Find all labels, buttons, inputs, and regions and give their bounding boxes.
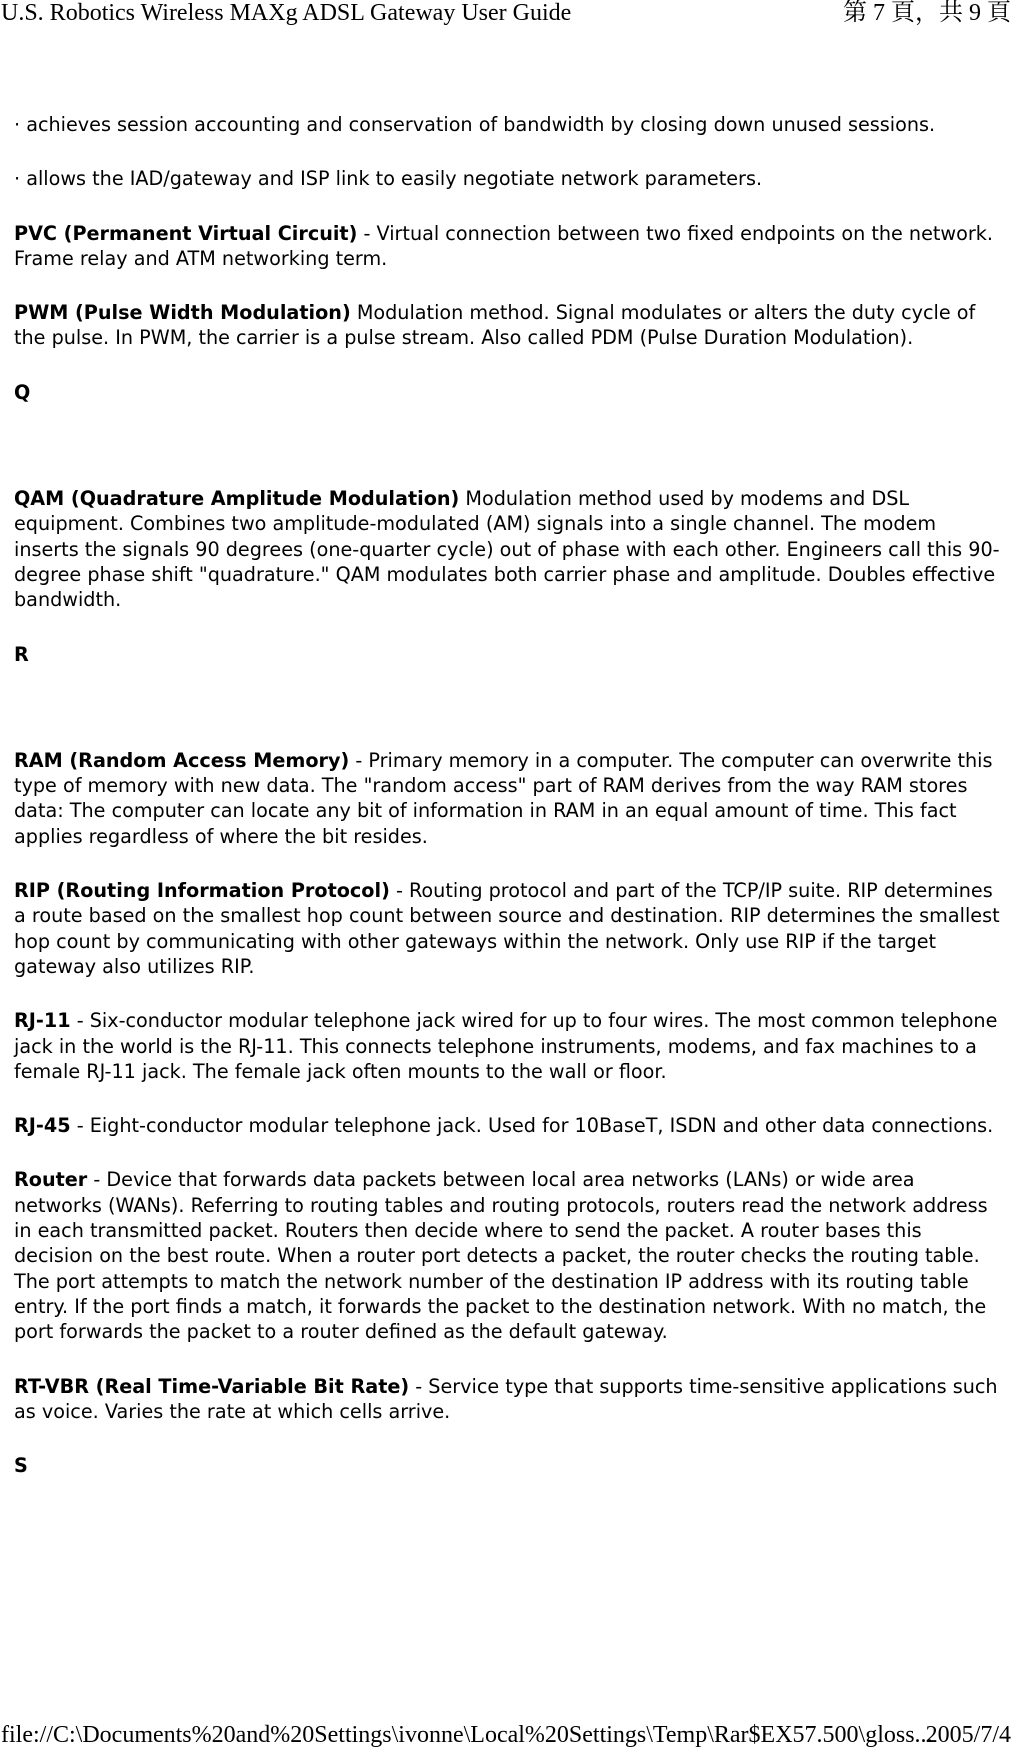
glossary-entry-rj11 bbox=[14, 1008, 1004, 1084]
glossary-entry-qam bbox=[14, 486, 1004, 612]
section-letter-r: R bbox=[14, 642, 29, 666]
bullet-negotiate-parameters: · allows the IAD/gateway and ISP link to easily negotiate network parameters. bbox=[14, 167, 763, 191]
definition-ram: - Primary memory in a computer. The computer can overwrite this type of memory with new data. The "random access" part of RAM derives from the way RAM stores data: The computer can locate any bit of information in RAM in an equal amount of time. This fact applies regardless of where the bit resides. bbox=[14, 748, 993, 848]
term-pwm: PWM (Pulse Width Modulation) bbox=[14, 301, 351, 325]
term-router: Router bbox=[14, 1168, 88, 1192]
term-rj45: RJ-45 bbox=[14, 1114, 71, 1138]
term-rip: RIP (Routing Information Protocol) bbox=[14, 879, 390, 903]
definition-qam: Modulation method used by modems and DSL equipment. Combines two amplitude-modulated (AM) signals into a single channel. The modem inserts the signals 90 degrees (one-quarter cycle) out of phase with each other. Engineers call this 90-degree phase shift "quadrature." QAM modulates both carrier phase and amplitude. Doubles effective bandwidth. bbox=[14, 487, 1000, 612]
glossary-entry-pwm bbox=[14, 300, 1004, 351]
definition-router: - Device that forwards data packets between local area networks (LANs) or wide area networks (WANs). Referring to routing tables and routing protocols, routers read the network address in each transmitted packet. Routers then decide where to send the packet. A router bases this decision on the best route. When a router port detects a packet, the router checks the routing table. The port attempts to match the network number of the destination IP address with its routing table entry. If the port finds a match, it forwards the packet to the destination network. With no match, the port forwards the packet to a router defined as the default gateway. bbox=[14, 1168, 988, 1344]
print-header bbox=[0, 0, 1013, 30]
term-pvc: PVC (Permanent Virtual Circuit) bbox=[14, 221, 358, 245]
definition-rip: - Routing protocol and part of the TCP/IP suite. RIP determines a route based on the smallest hop count between source and destination. RIP determines the smallest hop count by communicating with other gateways within the network. Only use RIP if the target gateway also utilizes RIP. bbox=[14, 879, 1000, 978]
glossary-entry-rtvbr bbox=[14, 1374, 1004, 1425]
definition-rj45: - Eight-conductor modular telephone jack. Used for 10BaseT, ISDN and other data connections. bbox=[70, 1114, 994, 1138]
definition-pvc: - Virtual connection between two fixed endpoints on the network. Frame relay and ATM networking term. bbox=[14, 221, 993, 270]
term-rtvbr: RT-VBR (Real Time-Variable Bit Rate) bbox=[14, 1374, 410, 1398]
glossary-entry-ram bbox=[14, 748, 1004, 849]
bullet-session-accounting: · achieves session accounting and conservation of bandwidth by closing down unused sessions. bbox=[14, 113, 936, 136]
page-number: 第 7 頁，共 9 頁 bbox=[843, 0, 1011, 26]
document-title: U.S. Robotics Wireless MAXg ADSL Gateway User Guide bbox=[1, 0, 572, 26]
glossary-entry-pvc bbox=[14, 221, 1004, 272]
definition-rtvbr: - Service type that supports time-sensitive applications such as voice. Varies the rate at which cells arrive. bbox=[14, 1374, 998, 1423]
section-letter-s: S bbox=[14, 1454, 28, 1478]
glossary-entry-rj45 bbox=[14, 1113, 1004, 1138]
glossary-entry-router bbox=[14, 1167, 1004, 1344]
print-date: 2005/7/4 bbox=[925, 1722, 1011, 1748]
term-rj11: RJ-11 bbox=[14, 1009, 71, 1033]
file-path: file://C:\Documents%20and%20Settings\ivonne\Local%20Settings\Temp\Rar$EX57.500\gloss... bbox=[1, 1722, 933, 1748]
definition-rj11: - Six-conductor modular telephone jack wired for up to four wires. The most common telephone jack in the world is the RJ-11. This connects telephone instruments, modems, and fax machines to a female RJ-11 jack. The female jack often mounts to the wall or floor. bbox=[14, 1009, 998, 1083]
section-letter-q: Q bbox=[14, 380, 31, 404]
definition-pwm: Modulation method. Signal modulates or alters the duty cycle of the pulse. In PWM, the carrier is a pulse stream. Also called PDM (Pulse Duration Modulation). bbox=[14, 301, 976, 350]
term-ram: RAM (Random Access Memory) bbox=[14, 748, 350, 772]
term-qam: QAM (Quadrature Amplitude Modulation) bbox=[14, 487, 460, 511]
print-footer bbox=[0, 1722, 1013, 1748]
glossary-entry-rip bbox=[14, 878, 1004, 979]
glossary-content bbox=[14, 112, 1004, 1559]
